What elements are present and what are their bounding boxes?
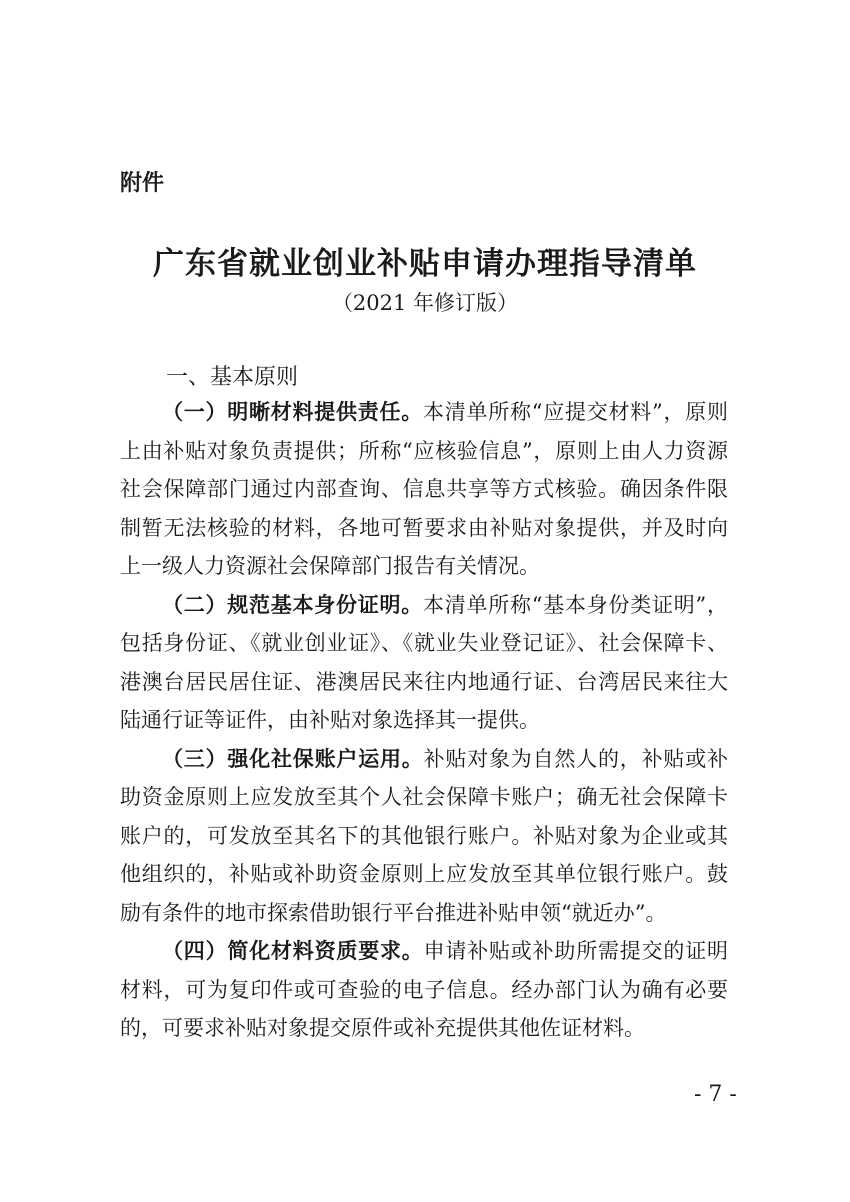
paragraph-lead: （三）强化社保账户运用。 xyxy=(162,746,424,771)
paragraph-text: 本清单所称“基本身份类证明”，包括身份证、《就业创业证》、《就业失业登记证》、社会保障卡、港澳台居民居住证、港澳居民来往内地通行证、台湾居民来往大陆通行证等证件，由补贴对象选择其一提供。 xyxy=(120,592,728,732)
paragraph-lead: （二）规范基本身份证明。 xyxy=(162,592,424,617)
paragraph-text: 申请补贴或补助所需提交的证明材料，可为复印件或可查验的电子信息。经办部门认为确有必要的，可要求补贴对象提交原件或补充提供其他佐证材料。 xyxy=(120,939,729,1040)
document-subtitle: （2021 年修订版） xyxy=(331,291,519,315)
paragraph-lead: （四）简化材料资质要求。 xyxy=(162,939,424,963)
attachment-label: 附件 xyxy=(120,171,165,196)
paragraph-3 xyxy=(120,740,728,933)
paragraph-text: 本清单所称“应提交材料”，原则上由补贴对象负责提供；所称“应核验信息”，原则上由人力资源社会保障部门通过内部查询、信息共享等方式核验。确因条件限制暂无法核验的材料，各地可暂要求由补贴对象提供，并及时向上一级人力资源社会保障部门报告有关情况。 xyxy=(120,400,728,578)
paragraph-2 xyxy=(120,586,728,740)
paragraph-1 xyxy=(120,393,728,586)
paragraph-text: 补贴对象为自然人的，补贴或补助资金原则上应发放至其个人社会保障卡账户；确无社会保障卡账户的，可发放至其名下的其他银行账户。补贴对象为企业或其他组织的，补贴或补助资金原则上应发放至其单位银行账户。鼓励有条件的地市探索借助银行平台推进补贴申领“就近办”。 xyxy=(120,746,729,925)
paragraph-lead: （一）明晰材料提供责任。 xyxy=(162,400,424,424)
body-text xyxy=(120,393,728,1048)
document-title: 广东省就业创业补贴申请办理指导清单 xyxy=(153,246,697,282)
paragraph-4 xyxy=(120,932,728,1048)
section-heading: 一、基本原则 xyxy=(166,365,299,390)
page-number: - 7 - xyxy=(694,1082,737,1107)
